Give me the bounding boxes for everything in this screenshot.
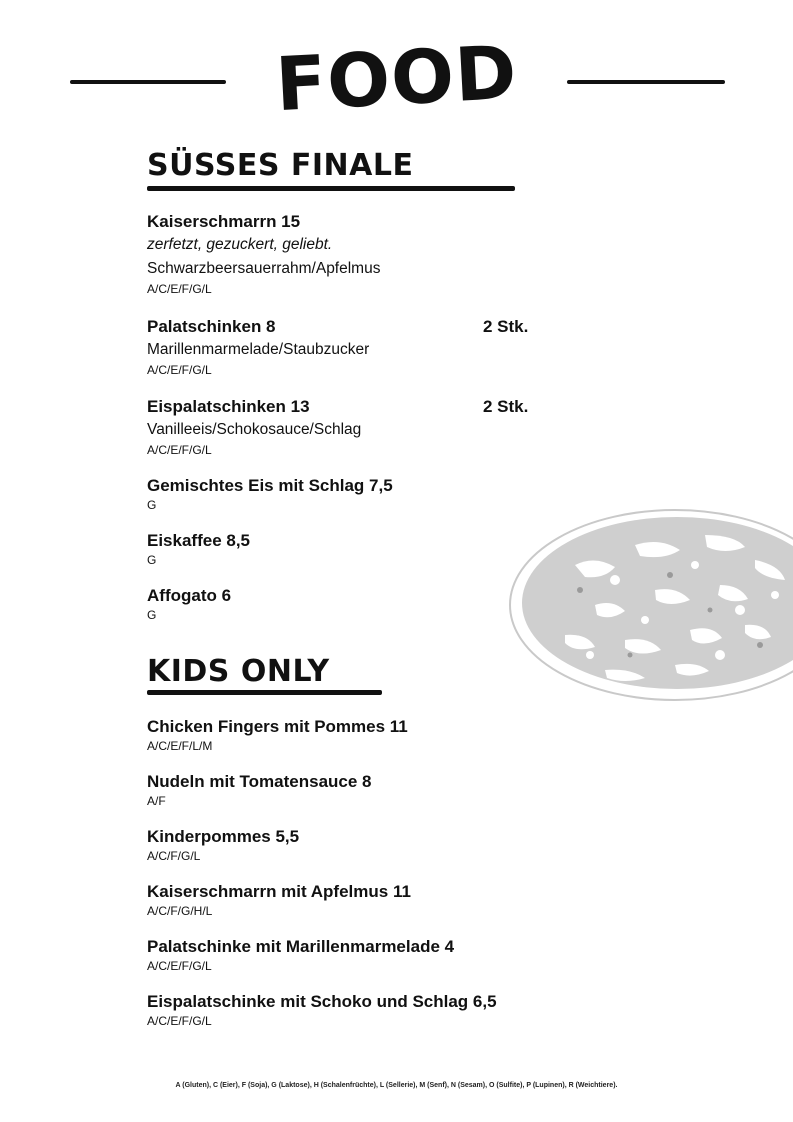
allergen-legend: A (Gluten), C (Eier), F (Soja), G (Laktose), H (Schalenfrüchte), L (Sellerie), M (Senf), N (Sesam), O (Sulfite), P (Lupinen), R (Weichtiere).	[175, 1082, 618, 1089]
menu-item	[147, 396, 567, 458]
item-quantity: 2 Stk.	[483, 397, 529, 416]
item-name: Eispalatschinken 13	[147, 397, 310, 416]
item-allergens: A/C/E/F/G/L	[147, 282, 212, 296]
page-title: FOOD	[273, 29, 520, 129]
item-allergens: A/F	[147, 794, 166, 808]
item-name: Gemischtes Eis mit Schlag 7,5	[147, 476, 393, 495]
item-name: Kaiserschmarrn 15	[147, 212, 301, 231]
menu-item	[147, 716, 567, 754]
menu-item	[147, 530, 567, 568]
menu-item	[147, 475, 567, 513]
menu-item	[147, 316, 567, 378]
item-allergens: A/C/E/F/G/L	[147, 959, 212, 973]
menu-item	[147, 771, 567, 809]
item-tagline: zerfetzt, gezuckert, geliebt.	[147, 236, 333, 253]
item-description: Vanilleeis/Schokosauce/Schlag	[147, 421, 362, 438]
item-allergens: A/C/F/G/H/L	[147, 904, 213, 918]
header-rule-right	[567, 80, 725, 84]
menu-item	[147, 585, 567, 623]
item-name: Eiskaffee 8,5	[147, 531, 251, 550]
item-allergens: A/C/E/F/G/L	[147, 443, 212, 457]
item-allergens: A/C/E/F/G/L	[147, 363, 212, 377]
menu-item	[147, 211, 567, 297]
item-quantity: 2 Stk.	[483, 317, 529, 336]
item-name: Palatschinken 8	[147, 317, 276, 336]
item-allergens: G	[147, 608, 157, 622]
menu-item	[147, 936, 567, 974]
item-name: Nudeln mit Tomatensauce 8	[147, 772, 372, 791]
item-allergens: G	[147, 498, 157, 512]
section-underline	[147, 186, 515, 191]
section-underline	[147, 690, 382, 695]
item-description: Schwarzbeersauerrahm/Apfelmus	[147, 260, 381, 277]
section-title-kids-only: KIDS ONLY	[147, 654, 330, 689]
item-name: Palatschinke mit Marillenmarmelade 4	[147, 937, 455, 956]
item-allergens: A/C/E/F/G/L	[147, 1014, 212, 1028]
item-name: Eispalatschinke mit Schoko und Schlag 6,5	[147, 992, 497, 1011]
item-name: Affogato 6	[147, 586, 232, 605]
menu-item	[147, 881, 567, 919]
item-allergens: G	[147, 553, 157, 567]
item-name: Chicken Fingers mit Pommes 11	[147, 717, 408, 736]
item-name: Kinderpommes 5,5	[147, 827, 300, 846]
item-description: Marillenmarmelade/Staubzucker	[147, 341, 370, 358]
item-allergens: A/C/F/G/L	[147, 849, 201, 863]
section-title-suesses-finale: SÜSSES FINALE	[147, 148, 414, 183]
menu-item	[147, 826, 567, 864]
item-name: Kaiserschmarrn mit Apfelmus 11	[147, 882, 411, 901]
menu-item	[147, 991, 567, 1029]
item-allergens: A/C/E/F/L/M	[147, 739, 213, 753]
